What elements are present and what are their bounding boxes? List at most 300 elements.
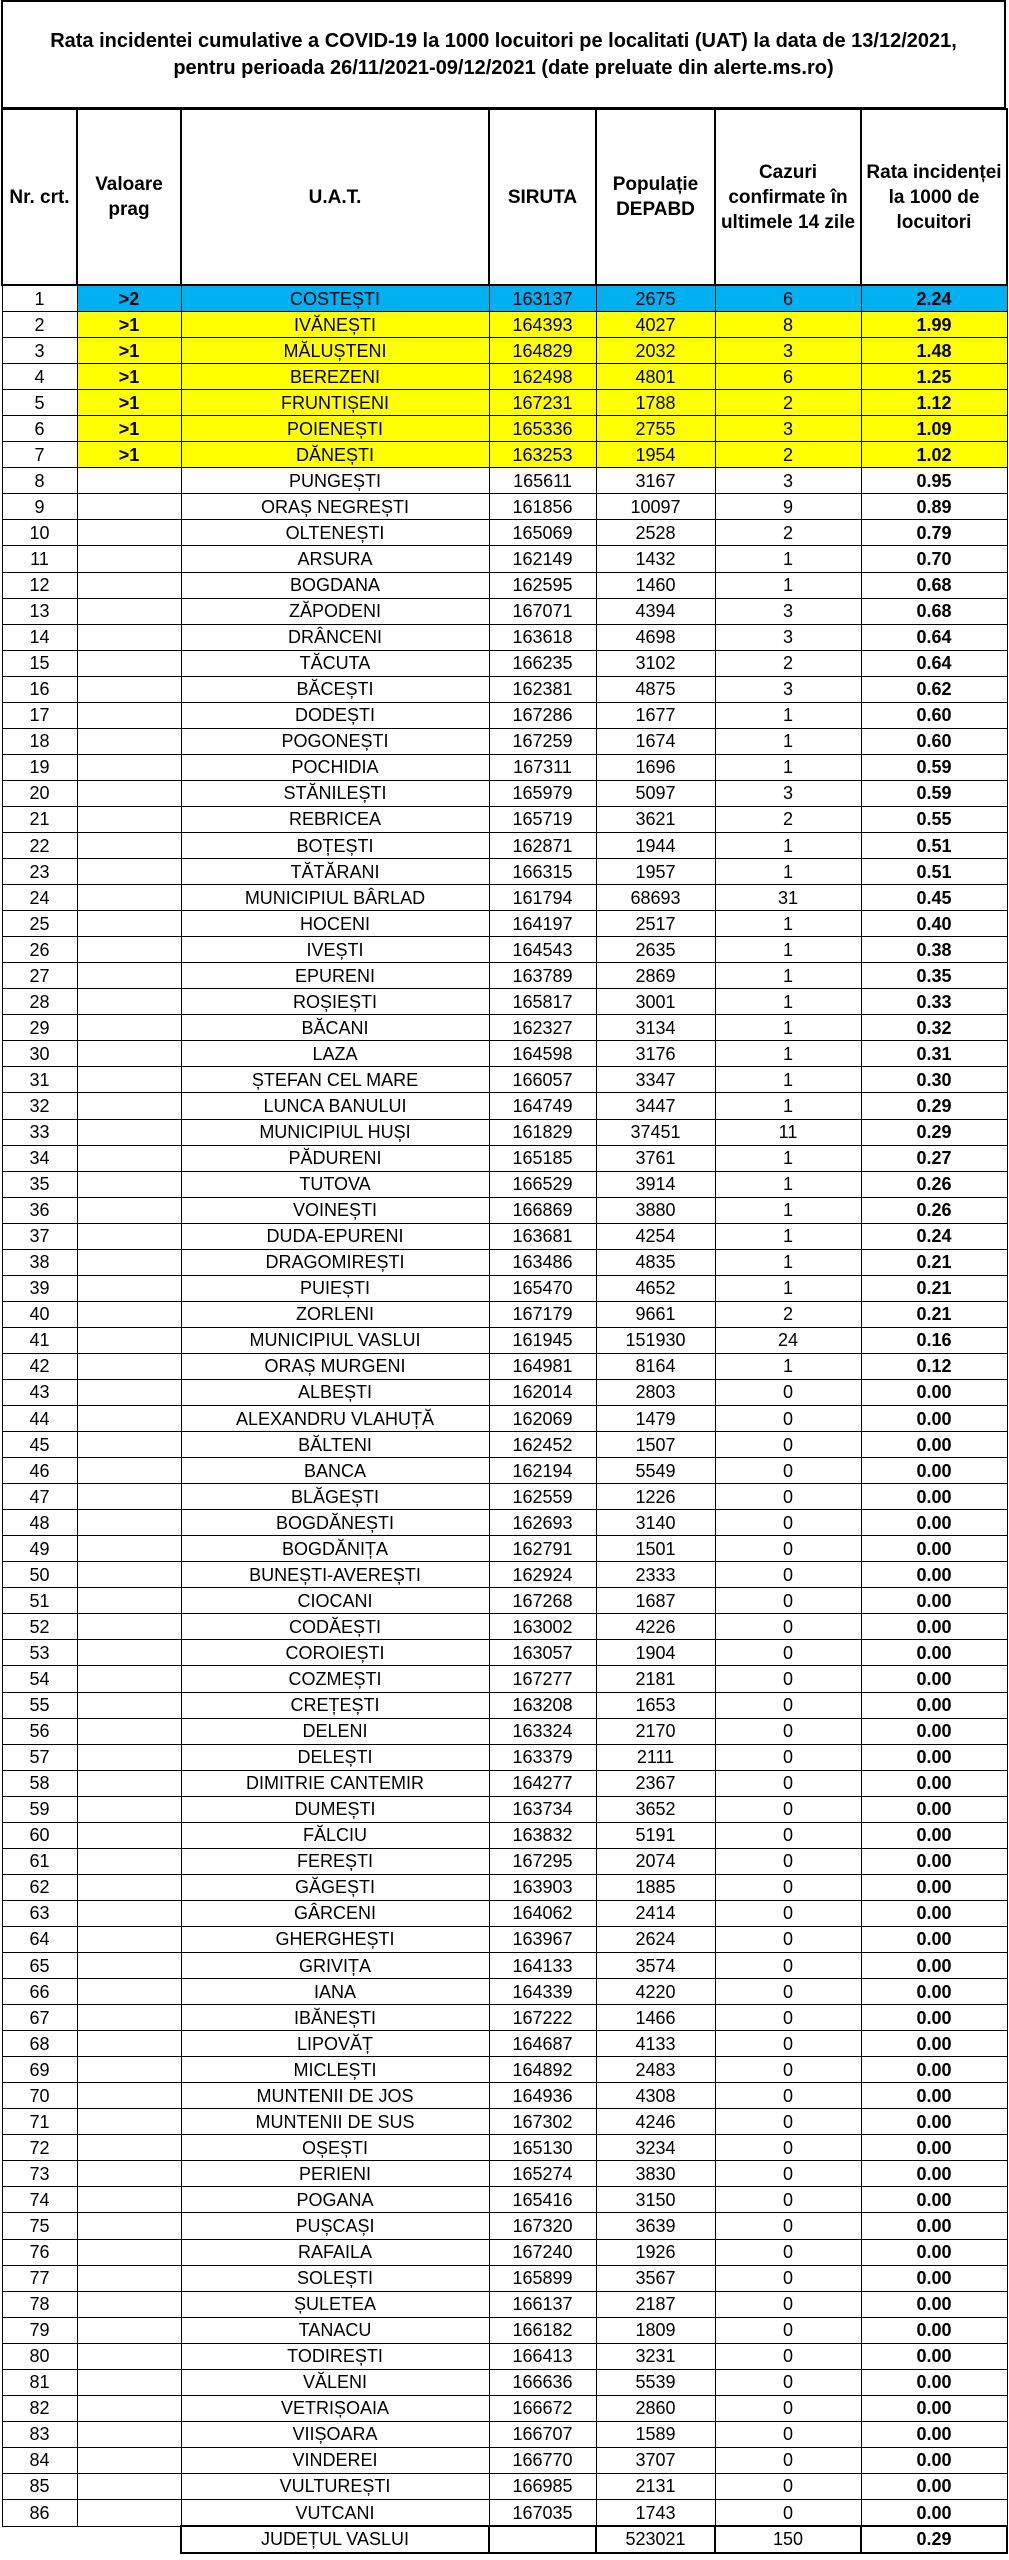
- cell-cazuri: 0: [715, 2421, 861, 2447]
- cell-rata: 0.89: [861, 494, 1007, 520]
- header-nr: Nr. crt.: [2, 109, 77, 285]
- cell-populatie: 2367: [596, 1770, 715, 1796]
- cell-prag: [77, 1666, 181, 1692]
- cell-populatie: 1809: [596, 2317, 715, 2343]
- cell-uat: POCHIDIA: [181, 754, 489, 780]
- table-row: [2, 1379, 1007, 1405]
- cell-populatie: 3001: [596, 989, 715, 1015]
- cell-cazuri: 0: [715, 1432, 861, 1458]
- cell-cazuri: 0: [715, 1744, 861, 1770]
- cell-populatie: 2333: [596, 1562, 715, 1588]
- cell-prag: [77, 1041, 181, 1067]
- table-row: [2, 2369, 1007, 2395]
- cell-prag: >1: [77, 416, 181, 442]
- cell-siruta: 166182: [489, 2317, 596, 2343]
- cell-nr: 33: [2, 1119, 77, 1145]
- table-row: [2, 1327, 1007, 1353]
- cell-uat: ROȘIEȘTI: [181, 989, 489, 1015]
- cell-siruta: 167035: [489, 2499, 596, 2526]
- cell-prag: [77, 859, 181, 885]
- cell-rata: 0.59: [861, 754, 1007, 780]
- cell-prag: [77, 1327, 181, 1353]
- header-rata: Rata incidenței la 1000 de locuitori: [861, 109, 1007, 285]
- cell-siruta: 164936: [489, 2083, 596, 2109]
- cell-prag: [77, 832, 181, 858]
- cell-uat: MUNTENII DE JOS: [181, 2083, 489, 2109]
- cell-nr: 34: [2, 1145, 77, 1171]
- cell-siruta: 164598: [489, 1041, 596, 1067]
- cell-uat: GÂRCENI: [181, 1900, 489, 1926]
- cell-uat: GRIVIȚA: [181, 1953, 489, 1979]
- cell-uat: BOGDĂNIȚA: [181, 1536, 489, 1562]
- cell-prag: [77, 2395, 181, 2421]
- cell-cazuri: 0: [715, 1666, 861, 1692]
- cell-rata: 1.02: [861, 442, 1007, 468]
- cell-rata: 0.60: [861, 702, 1007, 728]
- cell-siruta: 164829: [489, 338, 596, 364]
- cell-populatie: 1460: [596, 572, 715, 598]
- cell-rata: 1.12: [861, 390, 1007, 416]
- cell-nr: 58: [2, 1770, 77, 1796]
- cell-populatie: 4254: [596, 1223, 715, 1249]
- cell-populatie: 1788: [596, 390, 715, 416]
- cell-prag: [77, 2005, 181, 2031]
- cell-nr: 70: [2, 2083, 77, 2109]
- cell-populatie: 2675: [596, 285, 715, 312]
- cell-nr: 73: [2, 2161, 77, 2187]
- cell-nr: 46: [2, 1458, 77, 1484]
- cell-populatie: 2624: [596, 1926, 715, 1952]
- cell-prag: [77, 1692, 181, 1718]
- table-row: [2, 494, 1007, 520]
- table-row: [2, 2135, 1007, 2161]
- cell-prag: [77, 1926, 181, 1952]
- cell-siruta: 163208: [489, 1692, 596, 1718]
- cell-cazuri: 0: [715, 1979, 861, 2005]
- cell-nr: 63: [2, 1900, 77, 1926]
- cell-uat: IBĂNEȘTI: [181, 2005, 489, 2031]
- cell-cazuri: 0: [715, 2005, 861, 2031]
- cell-rata: 0.16: [861, 1327, 1007, 1353]
- cell-nr: 9: [2, 494, 77, 520]
- cell-populatie: 3880: [596, 1197, 715, 1223]
- cell-populatie: 5097: [596, 780, 715, 806]
- table-row: [2, 1953, 1007, 1979]
- cell-uat: VETRIȘOAIA: [181, 2395, 489, 2421]
- cell-cazuri: 0: [715, 1614, 861, 1640]
- cell-rata: 0.21: [861, 1301, 1007, 1327]
- cell-siruta: 165719: [489, 806, 596, 832]
- cell-uat: ARSURA: [181, 546, 489, 572]
- cell-siruta: 167286: [489, 702, 596, 728]
- cell-populatie: 4027: [596, 312, 715, 338]
- cell-siruta: 162559: [489, 1484, 596, 1510]
- cell-nr: 19: [2, 754, 77, 780]
- table-row: [2, 2291, 1007, 2317]
- cell-rata: 0.40: [861, 911, 1007, 937]
- cell-uat: ȘTEFAN CEL MARE: [181, 1067, 489, 1093]
- cell-prag: [77, 2083, 181, 2109]
- cell-cazuri: 3: [715, 416, 861, 442]
- cell-rata: 2.24: [861, 285, 1007, 312]
- cell-cazuri: 0: [715, 2265, 861, 2291]
- cell-siruta: 166235: [489, 650, 596, 676]
- cell-rata: 1.48: [861, 338, 1007, 364]
- cell-prag: [77, 1171, 181, 1197]
- table-row: [2, 650, 1007, 676]
- cell-uat: BĂCEȘTI: [181, 676, 489, 702]
- cell-nr: 10: [2, 520, 77, 546]
- header-siruta: SIRUTA: [489, 109, 596, 285]
- table-row: [2, 2421, 1007, 2447]
- cell-cazuri: 0: [715, 2031, 861, 2057]
- cell-siruta: 162381: [489, 676, 596, 702]
- cell-populatie: 1507: [596, 1432, 715, 1458]
- cell-siruta: 166413: [489, 2343, 596, 2369]
- table-row: [2, 1770, 1007, 1796]
- cell-cazuri: 0: [715, 1926, 861, 1952]
- cell-nr: 85: [2, 2473, 77, 2499]
- cell-rata: 0.31: [861, 1041, 1007, 1067]
- cell-rata: 0.00: [861, 1588, 1007, 1614]
- total-empty-1: [2, 2526, 77, 2553]
- total-empty-2: [77, 2526, 181, 2553]
- cell-rata: 0.00: [861, 1614, 1007, 1640]
- cell-prag: [77, 702, 181, 728]
- cell-uat: POIENEȘTI: [181, 416, 489, 442]
- cell-prag: [77, 1432, 181, 1458]
- total-row: [2, 2526, 1007, 2553]
- cell-uat: GHERGHEȘTI: [181, 1926, 489, 1952]
- table-row: [2, 1484, 1007, 1510]
- cell-cazuri: 0: [715, 1692, 861, 1718]
- cell-uat: HOCENI: [181, 911, 489, 937]
- cell-siruta: 164749: [489, 1093, 596, 1119]
- cell-populatie: 3761: [596, 1145, 715, 1171]
- cell-cazuri: 3: [715, 624, 861, 650]
- cell-cazuri: 2: [715, 650, 861, 676]
- header-populatie: Populație DEPABD: [596, 109, 715, 285]
- cell-populatie: 4835: [596, 1249, 715, 1275]
- cell-uat: BLĂGEȘTI: [181, 1484, 489, 1510]
- cell-populatie: 2170: [596, 1718, 715, 1744]
- cell-populatie: 68693: [596, 885, 715, 911]
- cell-nr: 44: [2, 1406, 77, 1432]
- cell-nr: 54: [2, 1666, 77, 1692]
- cell-prag: [77, 1510, 181, 1536]
- cell-prag: >2: [77, 285, 181, 312]
- cell-populatie: 1954: [596, 442, 715, 468]
- cell-rata: 0.00: [861, 1458, 1007, 1484]
- cell-prag: [77, 963, 181, 989]
- cell-prag: [77, 1379, 181, 1405]
- cell-nr: 71: [2, 2109, 77, 2135]
- cell-nr: 11: [2, 546, 77, 572]
- cell-populatie: 1885: [596, 1874, 715, 1900]
- cell-populatie: 3231: [596, 2343, 715, 2369]
- cell-nr: 27: [2, 963, 77, 989]
- cell-nr: 53: [2, 1640, 77, 1666]
- cell-siruta: 165130: [489, 2135, 596, 2161]
- table-row: [2, 2499, 1007, 2526]
- cell-prag: [77, 1145, 181, 1171]
- cell-nr: 55: [2, 1692, 77, 1718]
- cell-cazuri: 1: [715, 989, 861, 1015]
- cell-siruta: 164892: [489, 2057, 596, 2083]
- cell-cazuri: 0: [715, 2187, 861, 2213]
- cell-siruta: 166137: [489, 2291, 596, 2317]
- cell-uat: BANCA: [181, 1458, 489, 1484]
- table-row: [2, 1848, 1007, 1874]
- cell-populatie: 4133: [596, 2031, 715, 2057]
- cell-siruta: 163734: [489, 1796, 596, 1822]
- cell-prag: [77, 1640, 181, 1666]
- cell-prag: [77, 728, 181, 754]
- cell-prag: [77, 780, 181, 806]
- cell-cazuri: 1: [715, 702, 861, 728]
- cell-nr: 43: [2, 1379, 77, 1405]
- cell-siruta: 163967: [489, 1926, 596, 1952]
- cell-siruta: 167302: [489, 2109, 596, 2135]
- cell-siruta: 165336: [489, 416, 596, 442]
- cell-siruta: 167259: [489, 728, 596, 754]
- cell-rata: 0.26: [861, 1197, 1007, 1223]
- cell-nr: 1: [2, 285, 77, 312]
- cell-siruta: 164687: [489, 2031, 596, 2057]
- cell-siruta: 162871: [489, 832, 596, 858]
- cell-siruta: 164393: [489, 312, 596, 338]
- cell-populatie: 2869: [596, 963, 715, 989]
- cell-nr: 37: [2, 1223, 77, 1249]
- cell-uat: ORAȘ NEGREȘTI: [181, 494, 489, 520]
- table-row: [2, 702, 1007, 728]
- cell-nr: 69: [2, 2057, 77, 2083]
- cell-siruta: 164981: [489, 1353, 596, 1379]
- cell-prag: [77, 885, 181, 911]
- cell-cazuri: 2: [715, 1301, 861, 1327]
- table-row: [2, 1900, 1007, 1926]
- cell-uat: IANA: [181, 1979, 489, 2005]
- cell-cazuri: 11: [715, 1119, 861, 1145]
- cell-cazuri: 0: [715, 2499, 861, 2526]
- table-row: [2, 1588, 1007, 1614]
- cell-prag: [77, 494, 181, 520]
- cell-rata: 0.51: [861, 832, 1007, 858]
- cell-siruta: 161829: [489, 1119, 596, 1145]
- cell-siruta: 166529: [489, 1171, 596, 1197]
- cell-siruta: 162194: [489, 1458, 596, 1484]
- cell-nr: 38: [2, 1249, 77, 1275]
- cell-nr: 29: [2, 1015, 77, 1041]
- cell-cazuri: 1: [715, 1093, 861, 1119]
- cell-prag: [77, 1588, 181, 1614]
- cell-siruta: 166057: [489, 1067, 596, 1093]
- header-prag: Valoare prag: [77, 109, 181, 285]
- cell-siruta: 162791: [489, 1536, 596, 1562]
- cell-prag: [77, 2135, 181, 2161]
- cell-populatie: 3621: [596, 806, 715, 832]
- cell-cazuri: 1: [715, 859, 861, 885]
- cell-nr: 42: [2, 1353, 77, 1379]
- cell-populatie: 1677: [596, 702, 715, 728]
- table-row: [2, 1041, 1007, 1067]
- table-row: [2, 312, 1007, 338]
- cell-prag: >1: [77, 338, 181, 364]
- table-row: [2, 1822, 1007, 1848]
- cell-siruta: 166315: [489, 859, 596, 885]
- cell-populatie: 2187: [596, 2291, 715, 2317]
- cell-cazuri: 1: [715, 1353, 861, 1379]
- table-row: [2, 1406, 1007, 1432]
- cell-rata: 0.29: [861, 1093, 1007, 1119]
- cell-populatie: 1501: [596, 1536, 715, 1562]
- title-line-1: Rata incidentei cumulative a COVID-19 la 1000 locuitori pe localitati (UAT) la data de 13/12/2021,: [50, 29, 957, 52]
- cell-cazuri: 0: [715, 2213, 861, 2239]
- cell-populatie: 1674: [596, 728, 715, 754]
- cell-siruta: 165817: [489, 989, 596, 1015]
- table-row: [2, 2083, 1007, 2109]
- table-row: [2, 624, 1007, 650]
- cell-uat: OLTENEȘTI: [181, 520, 489, 546]
- cell-cazuri: 31: [715, 885, 861, 911]
- cell-nr: 25: [2, 911, 77, 937]
- cell-uat: VĂLENI: [181, 2369, 489, 2395]
- table-row: [2, 2343, 1007, 2369]
- cell-cazuri: 3: [715, 676, 861, 702]
- table-row: [2, 468, 1007, 494]
- cell-uat: DRAGOMIREȘTI: [181, 1249, 489, 1275]
- cell-siruta: 165611: [489, 468, 596, 494]
- cell-prag: [77, 520, 181, 546]
- cell-populatie: 2803: [596, 1379, 715, 1405]
- cell-prag: [77, 2317, 181, 2343]
- table-row: [2, 1744, 1007, 1770]
- cell-rata: 0.59: [861, 780, 1007, 806]
- cell-uat: LUNCA BANULUI: [181, 1093, 489, 1119]
- cell-uat: STĂNILEȘTI: [181, 780, 489, 806]
- table-row: [2, 1874, 1007, 1900]
- cell-siruta: 162924: [489, 1562, 596, 1588]
- cell-siruta: 166672: [489, 2395, 596, 2421]
- cell-cazuri: 1: [715, 937, 861, 963]
- cell-prag: [77, 1822, 181, 1848]
- cell-nr: 84: [2, 2447, 77, 2473]
- cell-siruta: 167240: [489, 2239, 596, 2265]
- cell-populatie: 1653: [596, 1692, 715, 1718]
- cell-uat: CREȚEȘTI: [181, 1692, 489, 1718]
- cell-rata: 0.00: [861, 1848, 1007, 1874]
- cell-cazuri: 1: [715, 1275, 861, 1301]
- cell-populatie: 3150: [596, 2187, 715, 2213]
- cell-uat: BĂCANI: [181, 1015, 489, 1041]
- cell-cazuri: 0: [715, 1718, 861, 1744]
- total-cazuri: 150: [715, 2526, 861, 2553]
- cell-uat: FEREȘTI: [181, 1848, 489, 1874]
- table-row: [2, 2031, 1007, 2057]
- cell-prag: [77, 2343, 181, 2369]
- cell-uat: DODEȘTI: [181, 702, 489, 728]
- cell-rata: 0.00: [861, 1510, 1007, 1536]
- cell-rata: 0.30: [861, 1067, 1007, 1093]
- cell-populatie: 2074: [596, 1848, 715, 1874]
- cell-uat: BUNEȘTI-AVEREȘTI: [181, 1562, 489, 1588]
- cell-nr: 49: [2, 1536, 77, 1562]
- cell-nr: 6: [2, 416, 77, 442]
- cell-rata: 0.00: [861, 1900, 1007, 1926]
- cell-nr: 35: [2, 1171, 77, 1197]
- cell-uat: PUNGEȘTI: [181, 468, 489, 494]
- cell-populatie: 3567: [596, 2265, 715, 2291]
- cell-nr: 50: [2, 1562, 77, 1588]
- table-row: [2, 1432, 1007, 1458]
- cell-siruta: 164339: [489, 1979, 596, 2005]
- cell-nr: 81: [2, 2369, 77, 2395]
- cell-siruta: 165899: [489, 2265, 596, 2291]
- cell-nr: 4: [2, 364, 77, 390]
- cell-prag: [77, 1249, 181, 1275]
- cell-uat: IVĂNEȘTI: [181, 312, 489, 338]
- cell-cazuri: 2: [715, 390, 861, 416]
- table-row: [2, 2239, 1007, 2265]
- cell-cazuri: 0: [715, 2057, 861, 2083]
- cell-rata: 0.00: [861, 1770, 1007, 1796]
- cell-cazuri: 0: [715, 2473, 861, 2499]
- cell-rata: 0.00: [861, 1979, 1007, 2005]
- cell-cazuri: 1: [715, 728, 861, 754]
- cell-cazuri: 0: [715, 2317, 861, 2343]
- cell-rata: 0.51: [861, 859, 1007, 885]
- cell-cazuri: 1: [715, 1171, 861, 1197]
- cell-nr: 15: [2, 650, 77, 676]
- cell-nr: 80: [2, 2343, 77, 2369]
- table-row: [2, 1119, 1007, 1145]
- cell-populatie: 3167: [596, 468, 715, 494]
- total-uat: JUDEȚUL VASLUI: [181, 2526, 489, 2553]
- cell-prag: [77, 1979, 181, 2005]
- cell-siruta: 165274: [489, 2161, 596, 2187]
- cell-populatie: 10097: [596, 494, 715, 520]
- cell-nr: 5: [2, 390, 77, 416]
- cell-uat: BĂLTENI: [181, 1432, 489, 1458]
- cell-prag: [77, 676, 181, 702]
- cell-rata: 0.00: [861, 2369, 1007, 2395]
- table-row: [2, 1614, 1007, 1640]
- cell-nr: 18: [2, 728, 77, 754]
- cell-cazuri: 1: [715, 832, 861, 858]
- cell-siruta: 162149: [489, 546, 596, 572]
- cell-cazuri: 6: [715, 285, 861, 312]
- cell-cazuri: 8: [715, 312, 861, 338]
- table-row: [2, 2057, 1007, 2083]
- table-row: [2, 1067, 1007, 1093]
- cell-rata: 0.00: [861, 1718, 1007, 1744]
- cell-uat: PUIEȘTI: [181, 1275, 489, 1301]
- cell-cazuri: 0: [715, 1874, 861, 1900]
- cell-cazuri: 0: [715, 2109, 861, 2135]
- table-row: [2, 2447, 1007, 2473]
- cell-rata: 0.64: [861, 650, 1007, 676]
- cell-uat: POGANA: [181, 2187, 489, 2213]
- cell-populatie: 2181: [596, 1666, 715, 1692]
- cell-cazuri: 0: [715, 1848, 861, 1874]
- cell-prag: [77, 1275, 181, 1301]
- cell-siruta: 164062: [489, 1900, 596, 1926]
- cell-prag: [77, 2239, 181, 2265]
- cell-prag: [77, 1770, 181, 1796]
- cell-cazuri: 1: [715, 963, 861, 989]
- cell-rata: 0.21: [861, 1249, 1007, 1275]
- cell-nr: 17: [2, 702, 77, 728]
